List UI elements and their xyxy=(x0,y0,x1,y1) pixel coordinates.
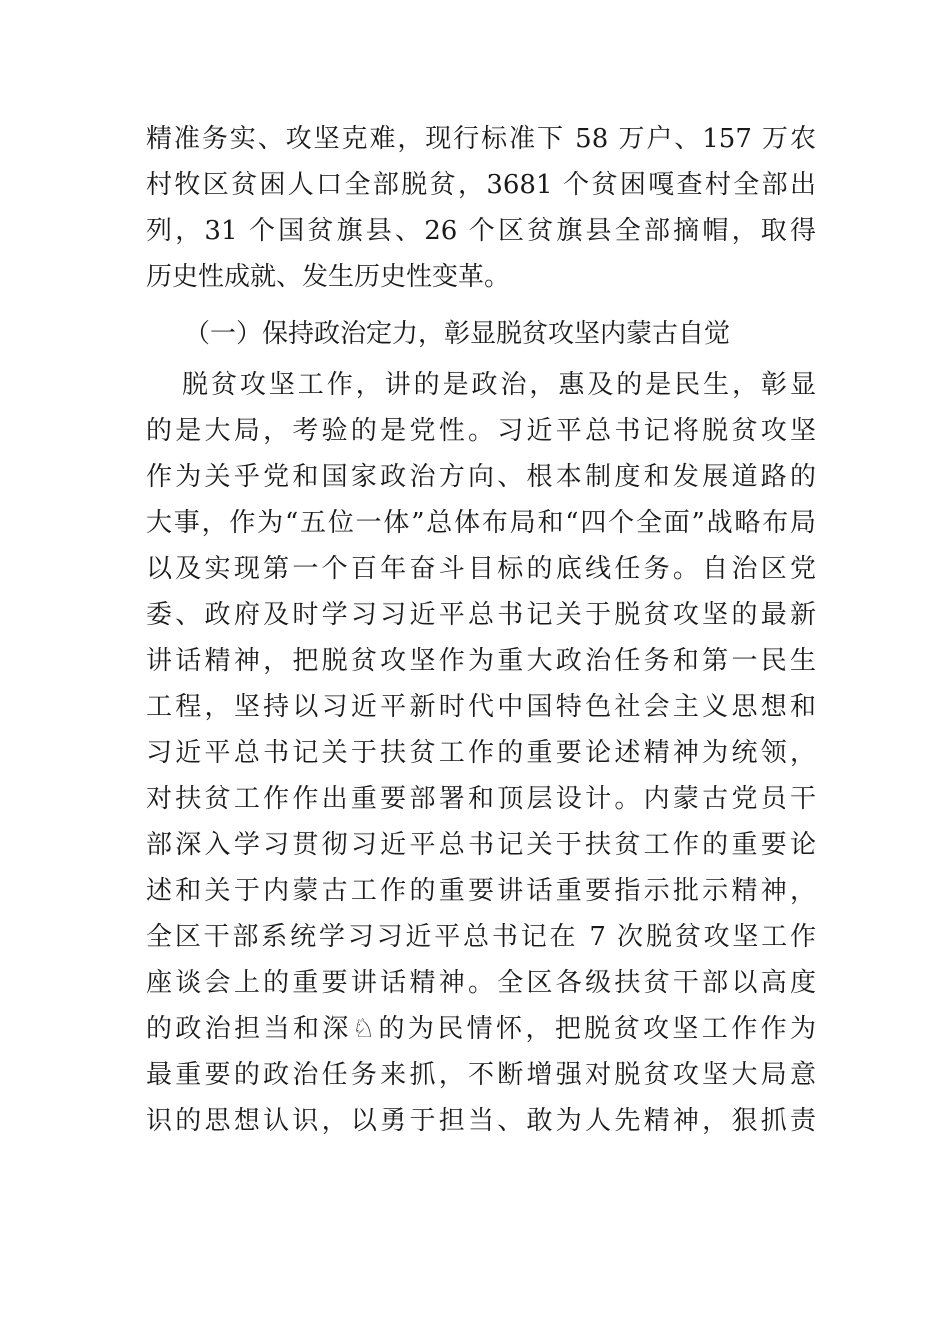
text-line: 习近平总书记关于扶贫工作的重要论述精神为统领， xyxy=(146,738,816,768)
text-line: 村牧区贫困人口全部脱贫，3681 个贫困嘎查村全部出 xyxy=(146,170,816,200)
text-line: 座谈会上的重要讲话精神。全区各级扶贫干部以高度 xyxy=(146,968,816,998)
text-line: 部深入学习贯彻习近平总书记关于扶贫工作的重要论 xyxy=(146,830,816,860)
text-line: 最重要的政治任务来抓，不断增强对脱贫攻坚大局意 xyxy=(146,1060,816,1090)
text-line: 列，31 个国贫旗县、26 个区贫旗县全部摘帽，取得 xyxy=(146,216,816,246)
text-line: 讲话精神，把脱贫攻坚作为重大政治任务和第一民生 xyxy=(146,646,816,676)
section-heading: （一）保持政治定力，彰显脱贫攻坚内蒙古自觉 xyxy=(184,319,731,349)
paragraph-continuation xyxy=(146,116,816,300)
text-line: 以及实现第一个百年奋斗目标的底线任务。自治区党 xyxy=(146,554,816,584)
text-line: 全区干部系统学习习近平总书记在 7 次脱贫攻坚工作 xyxy=(146,922,816,952)
text-line: 对扶贫工作作出重要部署和顶层设计。内蒙古党员干 xyxy=(146,784,816,814)
text-line: 历史性成就、发生历史性变革。 xyxy=(146,262,511,292)
text-line: 作为关乎党和国家政治方向、根本制度和发展道路的 xyxy=(146,462,816,492)
text-line: 委、政府及时学习习近平总书记关于脱贫攻坚的最新 xyxy=(146,600,816,630)
text-line: 的政治担当和深♘的为民情怀，把脱贫攻坚工作作为 xyxy=(146,1014,816,1044)
text-line: 精准务实、攻坚克难，现行标准下 58 万户、157 万农 xyxy=(146,124,816,154)
text-line: 述和关于内蒙古工作的重要讲话重要指示批示精神， xyxy=(146,876,816,906)
text-line: 识的思想认识，以勇于担当、敢为人先精神，狠抓责 xyxy=(146,1106,816,1136)
paragraph-main xyxy=(146,362,816,1144)
text-line: 大事，作为“五位一体”总体布局和“四个全面”战略布局 xyxy=(146,508,816,538)
text-line: 脱贫攻坚工作，讲的是政治，惠及的是民生，彰显 xyxy=(182,370,816,400)
text-line: 工程，坚持以习近平新时代中国特色社会主义思想和 xyxy=(146,692,816,722)
text-line: 的是大局，考验的是党性。习近平总书记将脱贫攻坚 xyxy=(146,416,816,446)
